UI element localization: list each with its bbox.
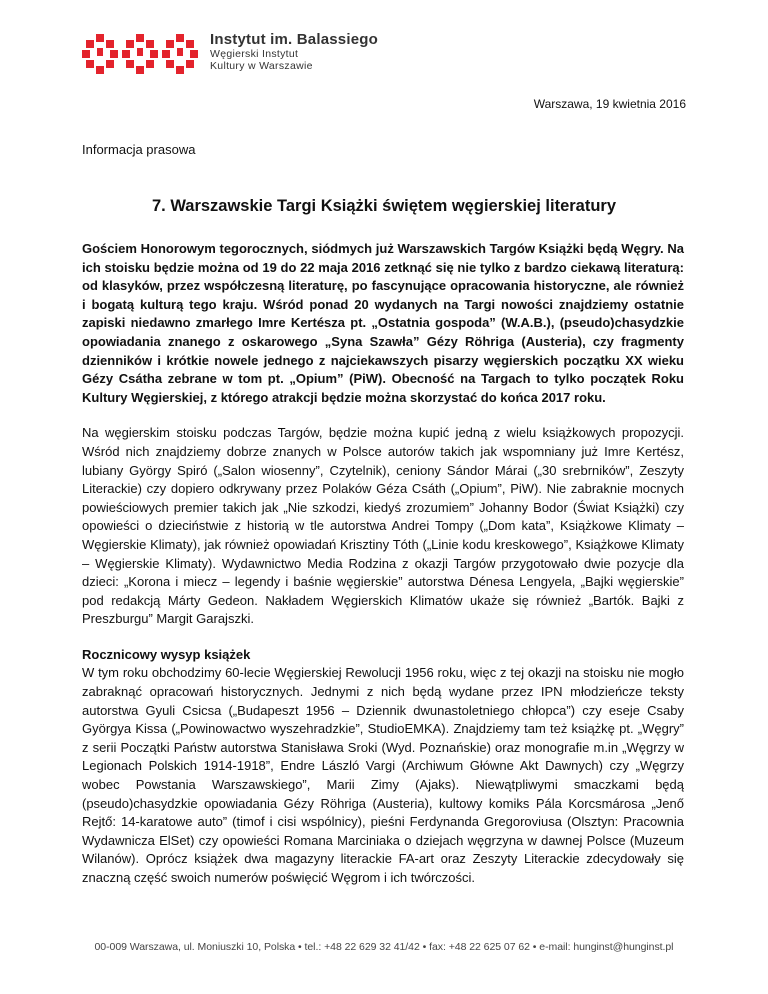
section-heading: Rocznicowy wysyp książek <box>82 646 251 662</box>
lead-paragraph: Gościem Honorowym tegorocznych, siódmych już Warszawskich Targów Książki będą Węgry. Na ich stoisku będzie można od 19 do 22 maja 2016 zetknąć się nie tylko z bardzo ciekawą literaturą: od klasyków, przez współczesną literaturę, po fascynujące opracowania historyczne, ale również i bogatą kulturą tego kraju. Wśród ponad 20 wydanych na Targi nowości znajdziemy ostatnie zapiski niedawno zmarłego Imre Kertésza pt. „Ostatnia gospoda” (W.A.B.), (pseudo)chasydzkie opowiadania znanego z oskarowego „Syna Szawła” Gézy Röhriga (Austeria), czy fragmenty dzienników i krótkie nowele jednego z najciekawszych pisarzy węgierskich początku XX wieku Gézy Csátha zebrane w tom pt. „Opium” (PiW). Obecność na Targach to tylko początek Roku Kultury Węgierskiej, z którego atrakcji będzie można skorzystać do końca 2017 roku. <box>82 241 684 405</box>
folk-pattern-logo-icon <box>82 30 202 74</box>
page-title: 7. Warszawskie Targi Książki świętem węgierskiej literatury <box>151 197 617 215</box>
logo-name: Instytut im. Balassiego <box>210 31 378 48</box>
body-paragraph-1: Na węgierskim stoisku podczas Targów, będzie można kupić jedną z wielu książkowych propozycji. Wśród nich znajdziemy dobrze znanych w Polsce autorów takich jak wspomniany już Imre Kertész, lubiany György Spiró („Salon wiosenny”, Czytelnik), ceniony Sándor Márai („30 srebrników”, Zeszyty Literackie) czy dopiero odkrywany przez Polaków Géza Csáth („Opium”, PiW). Nie zabraknie mocnych powieściowych premier takich jak „Nie szkodzi, kiedyś zrozumiem” Johanny Bodor (Świat Książki) czy opowieści o dzieciństwie z historią w tle autorstwa Andrei Tompy („Dom kata”, Książkowe Klimaty – Węgierskie Klimaty), jak również opowiadań Krisztiny Tóth („Linie kodu kreskowego”, Książkowe Klimaty – Węgierskie Klimaty). Wydawnictwo Media Rodzina z okazji Targów przygotowało dwie pozycje dla dzieci: „Korona i miecz – legendy i baśnie węgierskie” autorstwa Dénesa Lengyela, „Bajki węgierskie” pod redakcją Márty Gedeon. Nakładem Węgierskich Klimatów ukaże się również „Bartók. Bajki z Preszburgu” Margit Garajszki. <box>82 425 684 627</box>
footer-contact: 00-009 Warszawa, ul. Moniuszki 10, Polska • tel.: +48 22 629 32 41/42 • fax: +48 22 625 07 62 • e-mail: hunginst@hunginst.pl <box>94 941 674 953</box>
logo-subtitle-1: Węgierski Instytut <box>210 48 299 60</box>
document-body <box>82 240 684 888</box>
document-type: Informacja prasowa <box>82 142 196 157</box>
document-date: Warszawa, 19 kwietnia 2016 <box>533 97 686 111</box>
logo-text <box>210 32 378 72</box>
institute-logo <box>82 30 378 74</box>
section-block <box>82 646 684 888</box>
body-paragraph-2: W tym roku obchodzimy 60-lecie Węgierskiej Rewolucji 1956 roku, więc z tej okazji na stoisku nie mogło zabraknąć opracowań historycznych. Jednymi z nich będą wydane przez IPN młodzieńcze teksty autorstwa Gyuli Csicsa („Budapeszt 1956 – Dziennik dwunastoletniego chłopca”) czy eseje Csaby Györgya Kissa („Powinowactwo wyszehradzkie”, StudioEMKA). Znajdziemy tam też książkę pt. „Węgry” z serii Początki Państw autorstwa Stanisława Sroki (Wyd. Poznańskie) oraz monografie m.in „Węgrzy w Legionach Polskich 1914-1918”, Endre László Vargi (Archiwum Główne Akt Dawnych) czy „Węgrzy wobec Powstania Warszawskiego”, Marii Zimy (Ajaks). Niewątpliwymi smaczkami będą (pseudo)chasydzkie opowiadania Gézy Röhriga (Austeria), kultowy komiks Pála Korcsmárosa „Jenő Rejtő: 14-karatowe auto” (timof i cisi wspólnicy), pieśni Ferdynanda Gregoroviusa (Olsztyn: Pracownia Wydawnicza ElSet) czy opowieści Romana Marciniaka o dziejach węgrzyna w dawnej Polsce (Muzeum Wilanów). Oprócz książek dwa magazyny literackie FA-art oraz Zeszyty Literackie zdecydowały się znaczną część swoich numerów poświęcić Węgrom i ich twórczości. <box>82 665 684 885</box>
logo-subtitle-2: Kultury w Warszawie <box>210 60 313 72</box>
